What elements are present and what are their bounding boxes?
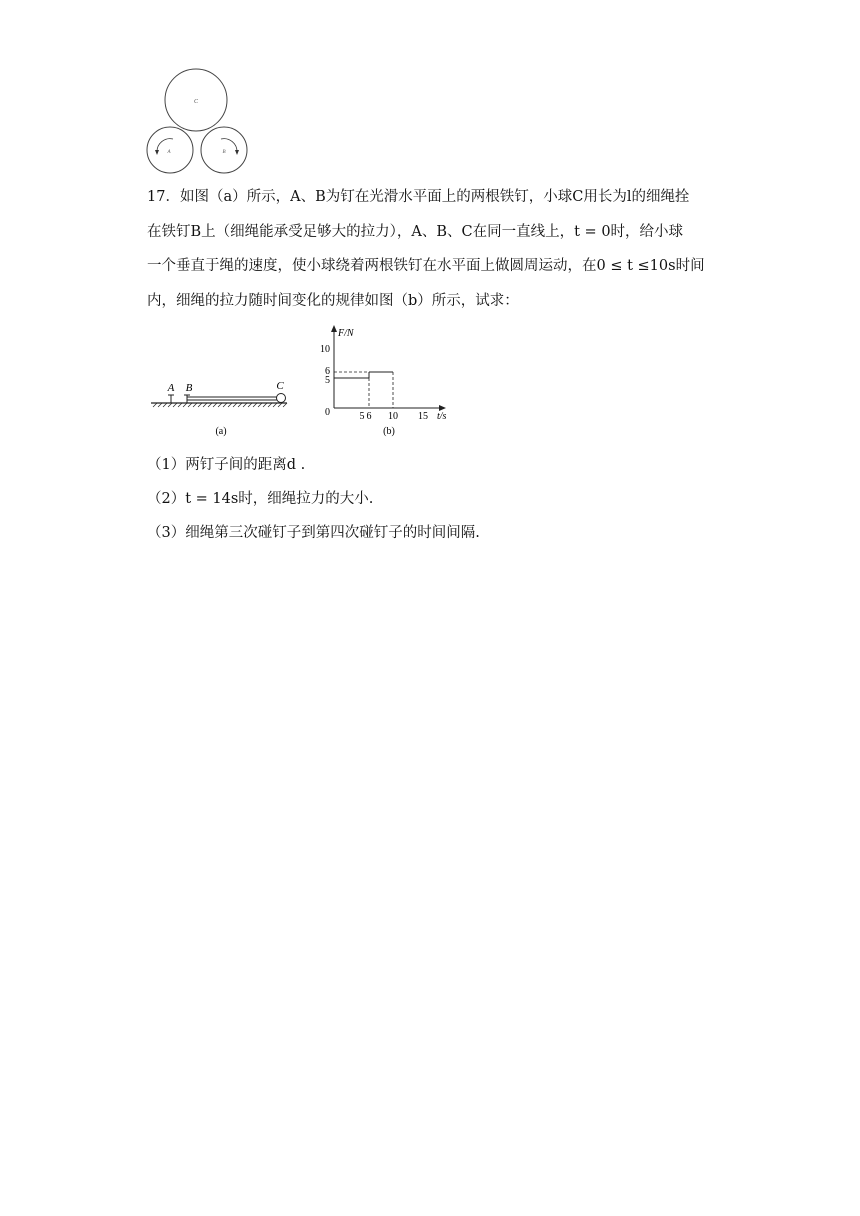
- problem-line-2: 在铁钉B上（细绳能承受足够大的拉力），A、B、C在同一直线上，t = 0时，给小球: [147, 223, 684, 240]
- figure-a: [151, 380, 287, 437]
- fig-a-caption: (a): [215, 426, 227, 437]
- figure-b: [320, 325, 447, 437]
- y-axis-arrow: [331, 325, 337, 332]
- y-tick-10: 10: [320, 344, 330, 355]
- origin-label: 0: [325, 407, 330, 418]
- question-3: （3）细绳第三次碰钉子到第四次碰钉子的时间间隔.: [147, 525, 480, 541]
- rotation-arrow-a: [157, 139, 173, 152]
- problem-statement: [147, 180, 722, 318]
- fig-a-label-a: A: [167, 382, 175, 394]
- question-1: （1）两钉子间的距离d .: [147, 457, 306, 473]
- problem-line-1: 17．如图（a）所示，A、B为钉在光滑水平面上的两根铁钉，小球C用长为l的细绳拴: [147, 189, 690, 205]
- y-tick-5: 5: [325, 375, 330, 386]
- three-circles-figure: [140, 66, 252, 176]
- circle-a-label: A: [167, 150, 171, 155]
- questions: [147, 448, 722, 550]
- circle-b-label: B: [222, 150, 226, 155]
- y-tick-6: 6: [325, 366, 330, 377]
- fig-a-label-c: C: [276, 380, 284, 392]
- x-tick-6: 6: [366, 411, 372, 422]
- arrowhead-a: [155, 150, 159, 155]
- y-axis-label: F/N: [338, 328, 354, 339]
- x-tick-5: 5: [359, 411, 365, 422]
- problem-line-4: 内，细绳的拉力随时间变化的规律如图（b）所示，试求：: [147, 292, 519, 309]
- circle-c-label: C: [193, 99, 199, 105]
- ball-c: [277, 394, 286, 403]
- ground-hatching: [153, 403, 287, 407]
- figures-a-b: [147, 322, 467, 446]
- x-axis-label: t/s: [437, 411, 447, 422]
- arrowhead-b: [235, 150, 239, 155]
- question-2: （2）t = 14s时，细绳拉力的大小.: [147, 491, 374, 507]
- problem-line-3: 一个垂直于绳的速度，使小球绕着两根铁钉在水平面上做圆周运动，在0 ≤ t ≤10s时间: [147, 258, 705, 274]
- x-tick-10: 10: [388, 411, 398, 422]
- x-tick-15: 15: [418, 411, 428, 422]
- fig-a-label-b: B: [185, 382, 193, 394]
- fig-b-caption: (b): [383, 426, 395, 437]
